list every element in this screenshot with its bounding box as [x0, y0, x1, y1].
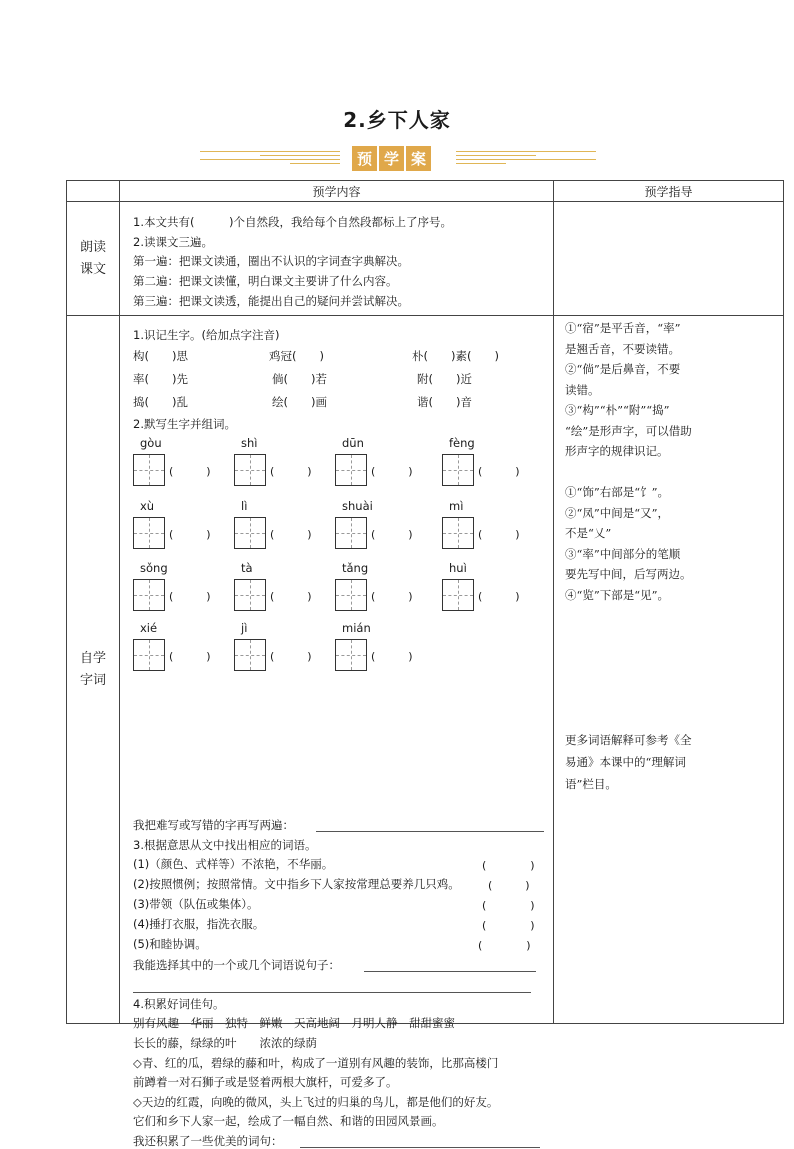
- pinyin-label: shì: [241, 436, 258, 450]
- guide-line: 语”栏目。: [565, 777, 617, 791]
- word-blank: ( ): [270, 528, 312, 541]
- char-item: 谐( )音: [417, 395, 472, 409]
- pinyin-label: tǎng: [342, 561, 369, 575]
- pinyin-label: gòu: [140, 436, 162, 450]
- char-item: 捣( )乱: [133, 395, 188, 409]
- guide-line: 形声字的规律识记。: [565, 444, 669, 458]
- writing-box[interactable]: [335, 639, 367, 671]
- read-line: 第二遍：把课文读懂，明白课文主要讲了什么内容。: [133, 274, 398, 288]
- pinyin-label: shuài: [342, 499, 373, 513]
- read-guide: [554, 202, 784, 316]
- rewrite-label: 我把难写或写错的字再写两遍：: [133, 818, 294, 832]
- meaning-item: (4)捶打衣服，指洗衣服。: [133, 917, 265, 931]
- char-item: 鸡冠( ): [269, 349, 324, 363]
- word-blank: ( ): [478, 590, 520, 603]
- section-title: 3.根据意思从文中找出相应的词语。: [133, 838, 317, 852]
- word-blank: ( ): [270, 650, 312, 663]
- writing-box[interactable]: [335, 517, 367, 549]
- good-words: 长长的藤，绿绿的叶 浓浓的绿荫: [133, 1036, 317, 1050]
- meaning-item: (2)按照惯例；按照常情。文中指乡下人家按常理总要养几只鸡。: [133, 877, 460, 891]
- word-blank: ( ): [169, 465, 211, 478]
- word-blank: ( ): [169, 590, 211, 603]
- section-title: 2.默写生字并组词。: [133, 417, 236, 431]
- section-title: 4.积累好词佳句。: [133, 997, 225, 1011]
- banner-badges: [352, 146, 431, 171]
- study-table: [66, 180, 784, 1148]
- guide-line: ③“率”中间部分的笔顺: [565, 546, 681, 561]
- good-sentence: 它们和乡下人家一起，绘成了一幅自然、和谐的田园风景画。: [133, 1114, 444, 1128]
- word-blank: ( ): [371, 590, 413, 603]
- self-guide: [554, 316, 784, 1024]
- word-blank: ( ): [478, 528, 520, 541]
- word-blank: ( ): [270, 590, 312, 603]
- pinyin-label: huì: [449, 561, 467, 575]
- pinyin-label: dūn: [342, 436, 364, 450]
- guide-line: ③“构”“朴”“附”“捣”: [565, 403, 670, 417]
- good-sentence: ◇青、红的瓜，碧绿的藤和叶，构成了一道别有风趣的装饰，比那高楼门: [133, 1056, 499, 1070]
- writing-box[interactable]: [133, 579, 165, 611]
- char-item: 倘( )若: [272, 372, 327, 386]
- label-read: 朗读 课文: [67, 202, 120, 316]
- writing-box[interactable]: [234, 517, 266, 549]
- pinyin-label: sǒng: [140, 561, 168, 575]
- pinyin-label: tà: [241, 561, 253, 575]
- guide-line: ①“宿”是平舌音，“率”: [565, 321, 681, 335]
- writing-box[interactable]: [442, 517, 474, 549]
- word-blank: ( ): [169, 528, 211, 541]
- char-item: 绘( )画: [272, 395, 327, 409]
- read-content: [120, 202, 554, 316]
- char-item: 朴( )素( ): [412, 349, 499, 363]
- pinyin-label: jì: [241, 621, 248, 635]
- read-line: 1.本文共有( )个自然段，我给每个自然段都标上了序号。: [133, 215, 452, 229]
- char-item: 构( )思: [133, 349, 188, 363]
- pinyin-label: fèng: [449, 436, 475, 450]
- label-self: 自学 字词: [67, 316, 120, 1024]
- good-words: 别有风趣 华丽 独特 鲜嫩 天高地阔 月明人静 甜甜蜜蜜: [133, 1016, 455, 1030]
- writing-box[interactable]: [234, 454, 266, 486]
- read-line: 第一遍：把课文读通，圈出不认识的字词查字典解决。: [133, 254, 409, 268]
- word-blank: ( ): [371, 528, 413, 541]
- header-guide: 预学指导: [554, 181, 784, 202]
- header-blank: [67, 181, 120, 202]
- word-blank: ( ): [371, 650, 413, 663]
- guide-line: 更多词语解释可参考《全: [565, 733, 692, 747]
- guide-line: 读错。: [565, 382, 600, 397]
- char-item: 附( )近: [417, 372, 472, 386]
- writing-box[interactable]: [133, 454, 165, 486]
- pinyin-label: mián: [342, 621, 371, 635]
- writing-box[interactable]: [234, 639, 266, 671]
- banner-badge: 案: [406, 146, 431, 171]
- guide-line: 易通》本课中的“理解词: [565, 755, 686, 769]
- meaning-item: (5)和睦协调。: [133, 937, 207, 951]
- guide-line: ②“凤”中间是“又”，: [565, 505, 670, 520]
- word-blank: ( ): [270, 465, 312, 478]
- writing-box[interactable]: [335, 579, 367, 611]
- writing-box[interactable]: [133, 517, 165, 549]
- guide-line: ②“倘”是后鼻音，不要: [565, 362, 681, 376]
- writing-box[interactable]: [442, 579, 474, 611]
- word-blank: ( ): [371, 465, 413, 478]
- guide-line: 是翘舌音，不要读错。: [565, 341, 680, 356]
- page-title: 2.乡下人家: [343, 108, 451, 132]
- self-content: 1.识记生字。(给加点字注音) 构( )思 鸡冠( ) 朴( )素( ) 率( )先 倘( )若 附( )近 捣( )乱 绘( )画 谐( )音 2.默写生字并组词。 gòu ( ) shì ( ) dūn ( ) fèng ( ) xù ( ) lì ( ) shuài ( ) mì ( ) sǒng ( ) tà ( ) tǎng ( ) huì ( ) xié ( ) jì ( ) mián ( ) 我把难写或写错的字再写两遍： 3.根据意思从文中找出相应的词语。 (1)（颜色、式样等）不浓艳，不华丽。 (2)按照惯例；按照常情。文中指乡下人家按常理总要养几只鸡。 (3)带领（队伍或集体）。 (4)捶打衣服，指洗衣服。 (5)和睦协调。 ( ) ( ) ( ) ( ) ( ) 我能选择其中的一个或几个词语说句子： 4.积累好词佳句。 别有风趣 华丽 独特 鲜嫩 天高地阔 月明人静 甜甜蜜蜜 长长的藤，绿绿的叶 浓浓的绿荫 ◇青、红的瓜，碧绿的藤和叶，构成了一道别有风趣的装饰，比那高楼门 前蹲着一对石狮子或是竖着两根大旗杆，可爱多了。 ◇天边的红霞，向晚的微风，头上飞过的归巢的鸟儿，都是他们的好友。 它们和乡下人家一起，绘成了一幅自然、和谐的田园风景画。 我还积累了一些优美的词句：: [120, 316, 554, 1024]
- banner-badge: 预: [352, 146, 377, 171]
- read-line: 第三遍：把课文读透，能提出自己的疑问并尝试解决。: [133, 294, 409, 308]
- pinyin-label: mì: [449, 499, 464, 513]
- banner-badge: 学: [379, 146, 404, 171]
- collect-label: 我还积累了一些优美的词句：: [133, 1134, 283, 1148]
- char-item: 率( )先: [133, 372, 188, 386]
- read-line: 2.读课文三遍。: [133, 235, 213, 249]
- pinyin-label: xù: [140, 499, 155, 513]
- guide-line: 要先写中间，后写两边。: [565, 567, 692, 581]
- writing-box[interactable]: [335, 454, 367, 486]
- word-blank: ( ): [169, 650, 211, 663]
- pinyin-label: lì: [241, 499, 248, 513]
- word-blank: ( ): [478, 465, 520, 478]
- writing-box[interactable]: [442, 454, 474, 486]
- good-sentence: 前蹲着一对石狮子或是竖着两根大旗杆，可爱多了。: [133, 1075, 398, 1089]
- guide-line: ①“饰”右部是“饣”。: [565, 485, 670, 499]
- header-content: 预学内容: [120, 181, 554, 202]
- meaning-item: (3)带领（队伍或集体）。: [133, 897, 259, 911]
- guide-line: 不是“乂”: [565, 526, 612, 540]
- guide-line: “绘”是形声字，可以借助: [565, 423, 692, 438]
- good-sentence: ◇天边的红霞，向晚的微风，头上飞过的归巢的鸟儿，都是他们的好友。: [133, 1095, 499, 1109]
- sentence-label: 我能选择其中的一个或几个词语说句子：: [133, 958, 340, 972]
- section-title: 1.识记生字。(给加点字注音): [133, 328, 280, 342]
- guide-line: ④“览”下部是“见”。: [565, 587, 670, 602]
- pinyin-label: xié: [140, 621, 158, 635]
- meaning-item: (1)（颜色、式样等）不浓艳，不华丽。: [133, 857, 334, 871]
- writing-box[interactable]: [234, 579, 266, 611]
- writing-box[interactable]: [133, 639, 165, 671]
